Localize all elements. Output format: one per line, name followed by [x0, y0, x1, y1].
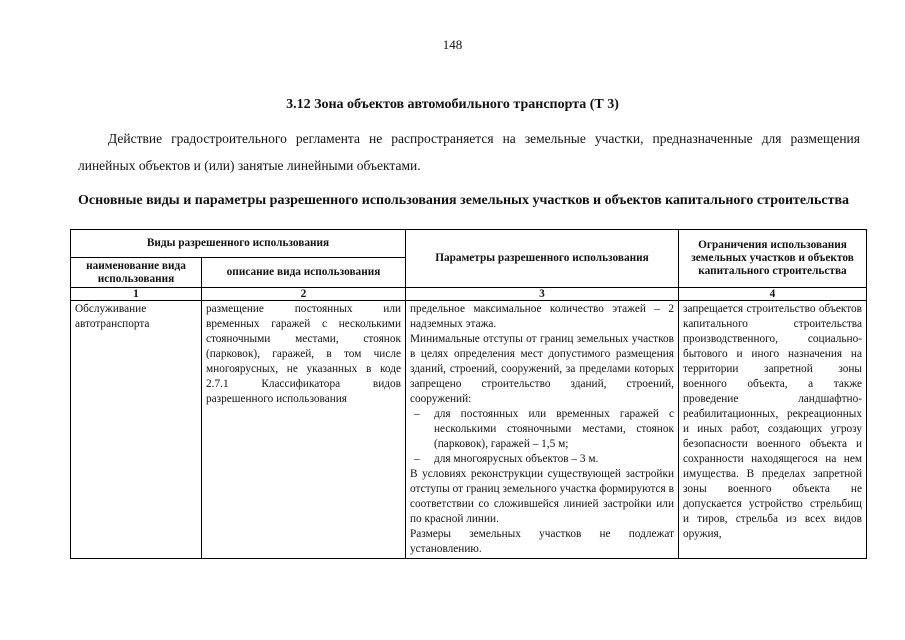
- params-reconstruction: В условиях реконструкции существующей застройки отступы от границ земельного участка формируются в соответствии со сложившейся линией застройки или по красной линии.: [410, 468, 674, 525]
- params-dash-text: для постоянных или временных гаражей с несколькими стояночными местами, стоянок (парковок), гаражей – 1,5 м;: [434, 408, 674, 450]
- params-cell: [406, 301, 679, 559]
- column-number: 1: [71, 288, 202, 301]
- params-setback-garages: [410, 407, 674, 452]
- header-restrictions: Ограничения использования земельных участков и объектов капитального строительства: [679, 230, 867, 288]
- usage-name-cell: Обслуживание автотранспорта: [71, 301, 202, 559]
- params-setbacks: Минимальные отступы от границ земельных участков в целях определения мест допустимого размещения зданий, строений, сооружений, за пределами которых запрещено строительство зданий, строений, сооружений:: [410, 333, 674, 405]
- restrictions-cell: запрещается строительство объектов капитального строительства производственного, социально-бытового и иного назначения на территории запретной зоны военного объекта, а также проведение ландшафтно-реабилитационных, рекреационных и иных работ, создающих угрозу безопасности военного объекта и сохранности находящегося на нем имущества. В пределах запретной зоны военного объекта не допускается устройство стрельбищ и тиров, стрельба из всех видов оружия,: [679, 301, 867, 559]
- column-number: 4: [679, 288, 867, 301]
- page-number: 148: [442, 37, 463, 52]
- table-title: Основные виды и параметры разрешенного использования земельных участков и объектов капитального строительства: [78, 193, 850, 208]
- params-floors: предельное максимальное количество этажей – 2 надземных этажа.: [410, 303, 674, 330]
- header-name: наименование вида использования: [71, 258, 202, 288]
- params-plot-size: Размеры земельных участков не подлежат установлению.: [410, 528, 674, 555]
- section-heading: 3.12 Зона объектов автомобильного транспорта (Т 3): [286, 97, 619, 112]
- params-setback-multilevel: [410, 452, 674, 467]
- header-params: Параметры разрешенного использования: [406, 230, 679, 288]
- header-usage-types: Виды разрешенного использования: [71, 230, 406, 258]
- column-number: 3: [406, 288, 679, 301]
- intro-paragraph: Действие градостроительного регламента не распространяется на земельные участки, предназначенные для размещения линейных объектов и (или) занятые линейными объектами.: [78, 131, 860, 173]
- table-row: [71, 301, 867, 559]
- usage-description-cell: размещение постоянных или временных гаражей с несколькими стояночными местами, стоянок (парковок), гаражей, в том числе многоярусных, не указанных в коде 2.7.1 Классификатора видов разрешенного использования: [202, 301, 406, 559]
- regulations-table: [70, 229, 867, 559]
- column-number: 2: [202, 288, 406, 301]
- dash-marker: –: [414, 408, 420, 420]
- header-description: описание вида использования: [202, 258, 406, 288]
- params-dash-text: для многоярусных объектов – 3 м.: [434, 453, 599, 465]
- dash-marker: –: [414, 453, 420, 465]
